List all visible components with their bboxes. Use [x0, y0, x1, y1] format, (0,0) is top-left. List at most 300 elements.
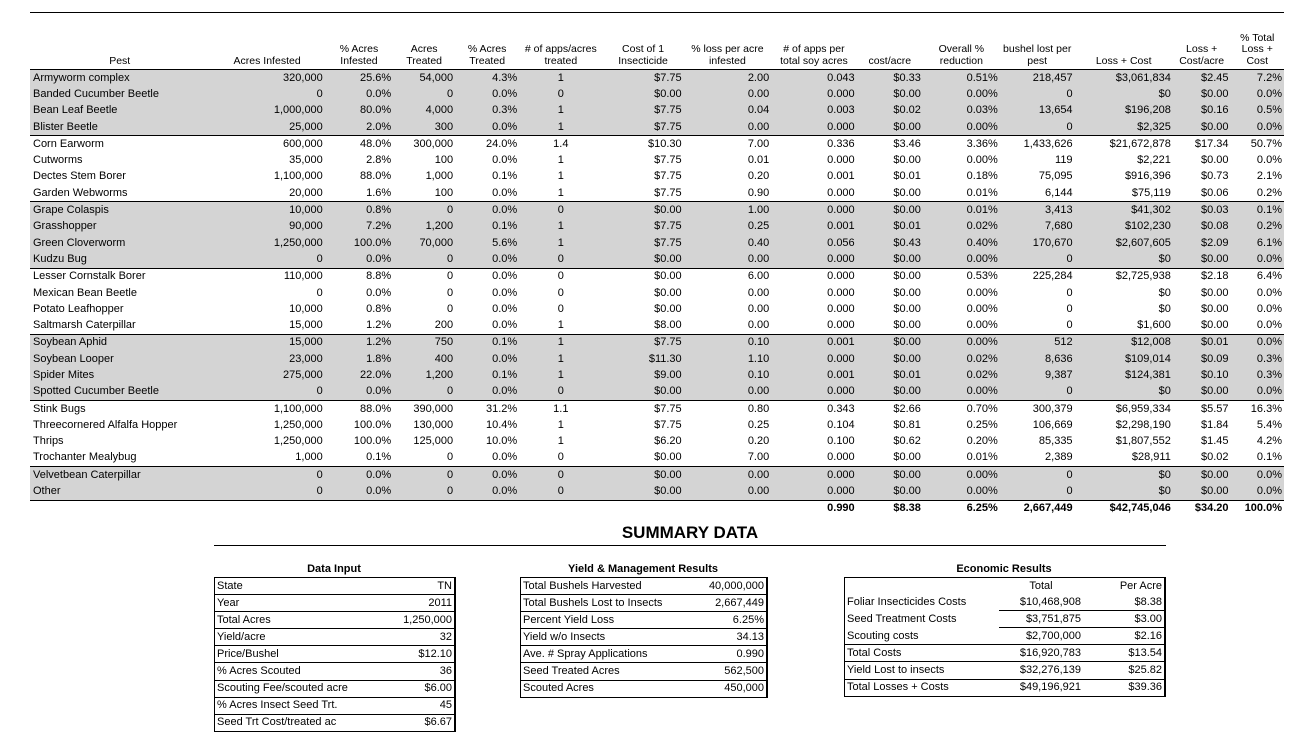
table-cell: 512 — [1000, 334, 1075, 351]
economic-label: Foliar Insecticides Costs — [847, 595, 967, 608]
table-cell: $0 — [1075, 483, 1173, 500]
table-cell: 0.00% — [966, 302, 998, 315]
table-cell: 0.90 — [747, 186, 770, 199]
table-cell: 0.0% — [455, 351, 519, 367]
table-cell: $0.00 — [602, 202, 683, 219]
table-cell: 1,433,626 — [1000, 136, 1075, 153]
table-cell: $0.01 — [893, 170, 921, 183]
table-cell: 2.1% — [1256, 170, 1282, 183]
table-cell: $7.75 — [654, 154, 682, 167]
table-body — [30, 70, 1284, 518]
table-cell: $6.20 — [654, 435, 682, 448]
table-cell: 0.0% — [1256, 154, 1282, 167]
yield-value: 562,500 — [694, 663, 766, 680]
pest-name-cell: Bean Leaf Beetle — [30, 103, 209, 119]
table-cell: 0.00 — [684, 384, 772, 401]
table-cell: $0.08 — [1173, 219, 1231, 235]
table-cell: 0 — [446, 286, 454, 299]
table-cell: 0.00% — [923, 384, 1000, 401]
yield-value: 40,000,000 — [694, 578, 766, 595]
total-cell: $34.20 — [1173, 500, 1231, 517]
table-cell: 7.00 — [684, 136, 772, 153]
table-cell: $0.00 — [1200, 319, 1229, 332]
pest-name-cell: Stink Bugs — [30, 400, 209, 417]
table-cell: 0.25 — [747, 418, 770, 431]
column-header: Loss + Cost/acre — [1173, 13, 1231, 70]
table-cell: $2.18 — [1173, 268, 1231, 285]
table-cell: 0.001 — [771, 219, 856, 235]
table-cell: 4,000 — [393, 103, 455, 119]
table-row — [30, 450, 1284, 467]
table-cell: 0 — [557, 286, 564, 299]
table-cell: 0.043 — [771, 70, 856, 87]
table-cell: 0.0% — [455, 483, 519, 500]
table-cell: 0.0% — [325, 467, 393, 484]
table-header-row — [30, 13, 1284, 70]
table-cell: 0.53% — [923, 268, 1000, 285]
table-cell: $0.00 — [602, 384, 683, 401]
table-row — [30, 103, 1284, 119]
table-cell: 25,000 — [209, 119, 324, 136]
table-cell: 13,654 — [1000, 103, 1075, 119]
table-cell: $0.62 — [893, 435, 921, 448]
table-cell: 0 — [393, 202, 455, 219]
table-cell: 0 — [1000, 119, 1075, 136]
economic-row — [845, 594, 1165, 611]
yield-label: Percent Yield Loss — [521, 612, 694, 629]
table-cell: 0.00 — [747, 302, 770, 315]
table-cell: $1.84 — [1200, 418, 1229, 431]
table-cell: 100.0% — [353, 418, 392, 431]
table-cell: 0.0% — [455, 384, 519, 401]
data-input-label: Scouting Fee/scouted acre — [215, 680, 387, 697]
table-cell: $28,911 — [1131, 451, 1171, 464]
table-cell: 0.25% — [966, 418, 998, 431]
data-input-label: % Acres Insect Seed Trt. — [215, 697, 387, 714]
table-cell: 0.00% — [923, 467, 1000, 484]
table-cell: 0.000 — [827, 451, 855, 464]
table-cell: 10,000 — [209, 202, 324, 219]
table-cell: $0.43 — [857, 235, 923, 251]
table-cell: 0 — [519, 483, 602, 500]
table-cell: 1 — [519, 103, 602, 119]
yield-value: 450,000 — [694, 680, 766, 697]
table-cell: 600,000 — [209, 136, 324, 153]
economic-per-acre: $13.54 — [1083, 645, 1165, 662]
table-cell: 200 — [434, 319, 454, 332]
table-cell: 0.25 — [684, 219, 772, 235]
table-row — [30, 119, 1284, 136]
table-cell: 1,250,000 — [273, 435, 323, 448]
empty-cell — [602, 500, 683, 517]
table-cell: 1 — [519, 351, 602, 367]
table-row — [30, 70, 1284, 87]
economic-total: $2,700,000 — [999, 628, 1083, 645]
table-cell: 0.80 — [684, 400, 772, 417]
table-row — [30, 202, 1284, 219]
table-cell: 1 — [519, 334, 602, 351]
table-cell: 275,000 — [209, 367, 324, 383]
table-cell: $41,302 — [1075, 202, 1173, 219]
table-cell: $7.75 — [602, 219, 683, 235]
table-cell: $0.00 — [1173, 483, 1231, 500]
table-cell: 0.00% — [923, 119, 1000, 136]
table-cell: $0.00 — [857, 467, 923, 484]
data-input-row — [215, 629, 455, 646]
table-row — [30, 317, 1284, 334]
pest-name-cell: Blister Beetle — [30, 119, 209, 136]
economic-per-acre: $2.16 — [1083, 628, 1165, 645]
table-cell: $0.00 — [893, 286, 921, 299]
table-cell: $0.00 — [857, 251, 923, 268]
table-cell: 1,250,000 — [209, 235, 324, 251]
pest-name-cell: Grape Colaspis — [30, 202, 209, 219]
pest-loss-table — [30, 12, 1284, 517]
column-header: # of apps/acres treated — [519, 13, 602, 70]
table-cell: $7.75 — [602, 103, 683, 119]
table-cell: 0.0% — [1256, 286, 1282, 299]
table-cell: $0.00 — [1173, 384, 1231, 401]
table-cell: 16.3% — [1231, 400, 1285, 417]
table-cell: 0.00% — [966, 154, 998, 167]
economic-results-panel — [844, 577, 1166, 697]
economic-row — [845, 662, 1165, 679]
table-cell: 0.0% — [1256, 302, 1282, 315]
table-cell: 54,000 — [393, 70, 455, 87]
table-cell: $5.57 — [1173, 400, 1231, 417]
table-cell: 0 — [316, 286, 323, 299]
table-cell: 0.5% — [1231, 103, 1285, 119]
table-cell: 0 — [1000, 384, 1075, 401]
column-header: % Total Loss + Cost — [1231, 13, 1285, 70]
table-cell: 0.2% — [1256, 186, 1282, 199]
table-cell: 10.4% — [485, 418, 518, 431]
table-cell: $2,325 — [1075, 119, 1173, 136]
table-cell: 22.0% — [325, 367, 393, 383]
table-cell: 0.001 — [827, 170, 855, 183]
empty-cell — [393, 500, 455, 517]
table-cell: $21,672,878 — [1075, 136, 1173, 153]
table-cell: $916,396 — [1124, 170, 1171, 183]
table-cell: 10,000 — [289, 302, 323, 315]
yield-label: Total Bushels Lost to Insects — [521, 595, 694, 612]
pest-name-cell: Saltmarsh Caterpillar — [33, 319, 136, 332]
table-cell: $7.75 — [602, 400, 683, 417]
table-row — [30, 169, 1284, 185]
table-cell: 0.0% — [492, 286, 518, 299]
pest-name-cell: Mexican Bean Beetle — [33, 286, 137, 299]
table-cell: 0.000 — [771, 268, 856, 285]
table-cell: $109,014 — [1075, 351, 1173, 367]
table-cell: 0.0% — [1231, 384, 1285, 401]
table-cell: 1,100,000 — [209, 400, 324, 417]
table-cell: 0.0% — [455, 86, 519, 102]
table-cell: $196,208 — [1075, 103, 1173, 119]
column-header: # of apps per total soy acres — [771, 13, 856, 70]
table-cell: $0.00 — [893, 302, 921, 315]
economic-row — [845, 645, 1165, 662]
yield-label: Seed Treated Acres — [521, 663, 694, 680]
table-cell: 0.00% — [923, 86, 1000, 102]
table-cell: 0.000 — [771, 202, 856, 219]
empty-cell — [455, 500, 519, 517]
table-row — [30, 251, 1284, 268]
table-cell: $0.81 — [893, 418, 921, 431]
table-row — [30, 417, 1284, 433]
table-cell: 0.51% — [923, 70, 1000, 87]
total-cell: 100.0% — [1231, 500, 1285, 517]
table-cell: 0.100 — [827, 435, 855, 448]
table-cell: $0 — [1075, 467, 1173, 484]
table-cell: $0.00 — [1200, 302, 1229, 315]
table-cell: 1,250,000 — [273, 418, 323, 431]
table-cell: 0.10 — [684, 367, 772, 383]
empty-cell — [684, 500, 772, 517]
table-cell: 0.1% — [366, 451, 392, 464]
table-row — [30, 367, 1284, 383]
table-row — [30, 434, 1284, 450]
table-cell: 1,200 — [393, 367, 455, 383]
data-input-row — [215, 680, 455, 697]
table-cell: 90,000 — [209, 219, 324, 235]
table-cell: $11.30 — [602, 351, 683, 367]
table-cell: $8.00 — [654, 319, 682, 332]
table-row — [30, 285, 1284, 301]
table-cell: 0 — [393, 86, 455, 102]
table-row — [30, 185, 1284, 202]
pest-name-cell: Garden Webworms — [33, 186, 128, 199]
table-cell: 0.000 — [827, 286, 855, 299]
table-row — [30, 86, 1284, 102]
pest-loss-table-container — [30, 12, 1284, 517]
table-cell: 20,000 — [289, 186, 323, 199]
table-cell: 6,144 — [1045, 186, 1073, 199]
table-cell: 0.0% — [455, 251, 519, 268]
data-input-value: 2011 — [387, 595, 455, 612]
table-cell: 0 — [557, 302, 564, 315]
table-cell: 0.0% — [455, 268, 519, 285]
table-cell: 0 — [557, 451, 564, 464]
table-cell: 0.00% — [923, 483, 1000, 500]
table-cell: 2,389 — [1045, 451, 1073, 464]
table-cell: $0 — [1158, 286, 1171, 299]
economic-label: Total Costs — [845, 645, 999, 662]
table-cell: 1 — [557, 319, 564, 332]
table-cell: 35,000 — [289, 154, 323, 167]
yield-label: Total Bushels Harvested — [521, 578, 694, 595]
table-cell: 0 — [1000, 251, 1075, 268]
table-cell: $0.00 — [857, 119, 923, 136]
table-cell: 1.10 — [684, 351, 772, 367]
table-cell: $9.00 — [602, 367, 683, 383]
economic-label: Yield Lost to insects — [845, 662, 999, 679]
summary-title: SUMMARY DATA — [214, 522, 1166, 546]
table-cell: 0.01% — [966, 186, 998, 199]
table-cell: 0.000 — [771, 251, 856, 268]
table-cell: 0.0% — [325, 483, 393, 500]
table-cell: $0.00 — [602, 86, 683, 102]
pest-name-cell: Lesser Cornstalk Borer — [30, 268, 209, 285]
table-cell: $0.00 — [654, 286, 682, 299]
table-cell: 80.0% — [325, 103, 393, 119]
column-header: % Acres Infested — [325, 13, 393, 70]
table-cell: $7.75 — [654, 170, 682, 183]
table-cell: 0.0% — [492, 186, 518, 199]
table-cell: 5.6% — [455, 235, 519, 251]
data-input-panel — [214, 577, 456, 732]
table-cell: $0 — [1075, 384, 1173, 401]
table-cell: 0.40% — [923, 235, 1000, 251]
table-cell: $12,008 — [1075, 334, 1173, 351]
table-row — [30, 400, 1284, 417]
table-cell: 1.1 — [519, 400, 602, 417]
table-cell: 0.00% — [966, 286, 998, 299]
table-cell: 0.000 — [771, 467, 856, 484]
table-cell: 0 — [1066, 286, 1073, 299]
table-cell: $17.34 — [1173, 136, 1231, 153]
economic-row — [845, 628, 1165, 645]
totals-row — [30, 500, 1284, 517]
table-cell: $0.33 — [857, 70, 923, 87]
table-cell: 300,379 — [1000, 400, 1075, 417]
yield-row — [521, 612, 767, 629]
column-header: Acres Treated — [393, 13, 455, 70]
table-cell: 88.0% — [325, 400, 393, 417]
table-cell: $0.00 — [893, 319, 921, 332]
table-cell: $2.09 — [1173, 235, 1231, 251]
table-cell: $0.09 — [1173, 351, 1231, 367]
table-cell: $2.66 — [857, 400, 923, 417]
table-cell: 1 — [557, 435, 564, 448]
table-cell: $0.00 — [602, 268, 683, 285]
table-cell: $7.75 — [654, 186, 682, 199]
economic-results-title: Economic Results — [956, 563, 1052, 575]
table-cell: $0.00 — [1173, 119, 1231, 136]
table-cell: 0.02% — [923, 367, 1000, 383]
table-cell: 0.10 — [684, 334, 772, 351]
table-cell: 0.0% — [1231, 251, 1285, 268]
table-cell: 0 — [1000, 483, 1075, 500]
table-cell: $10.30 — [602, 136, 683, 153]
data-input-label: Yield/acre — [215, 629, 387, 646]
table-cell: $0.00 — [893, 186, 921, 199]
table-cell: 0.18% — [966, 170, 998, 183]
table-cell: 0.2% — [1231, 219, 1285, 235]
table-cell: 0 — [519, 202, 602, 219]
table-cell: 2.0% — [325, 119, 393, 136]
table-cell: 50.7% — [1231, 136, 1285, 153]
table-cell: 0.1% — [1256, 451, 1282, 464]
empty-cell — [519, 500, 602, 517]
table-cell: $0 — [1075, 86, 1173, 102]
economic-total-header: Total — [1029, 579, 1053, 592]
table-cell: 0.3% — [1231, 367, 1285, 383]
table-cell: 0.20 — [747, 170, 770, 183]
table-cell: 0.000 — [771, 384, 856, 401]
table-cell: 1 — [557, 170, 564, 183]
yield-label: Ave. # Spray Applications — [521, 646, 694, 663]
table-cell: 0.0% — [325, 384, 393, 401]
column-header: Acres Infested — [209, 13, 324, 70]
table-cell: 3.36% — [923, 136, 1000, 153]
data-input-value: $12.10 — [387, 646, 455, 663]
table-cell: 0 — [519, 384, 602, 401]
table-cell: 0.000 — [827, 154, 855, 167]
table-cell: 300,000 — [393, 136, 455, 153]
data-input-value: $6.00 — [387, 680, 455, 697]
table-cell: 0.02% — [923, 219, 1000, 235]
table-cell: 125,000 — [413, 435, 454, 448]
table-cell: $75,119 — [1131, 186, 1171, 199]
table-cell: 0.343 — [771, 400, 856, 417]
table-cell: $0.16 — [1173, 103, 1231, 119]
table-cell: $0.02 — [1200, 451, 1229, 464]
table-cell: 0.00% — [923, 251, 1000, 268]
pest-name-cell: Other — [30, 483, 209, 500]
table-cell: $0.00 — [893, 154, 921, 167]
data-input-value: TN — [387, 578, 455, 595]
table-cell: 6.4% — [1231, 268, 1285, 285]
table-cell: 1,000,000 — [209, 103, 324, 119]
table-cell: $0 — [1158, 302, 1171, 315]
table-cell: 0 — [393, 251, 455, 268]
data-input-label: State — [215, 578, 387, 595]
table-cell: 15,000 — [289, 319, 323, 332]
yield-row — [521, 595, 767, 612]
table-cell: 130,000 — [413, 418, 454, 431]
data-input-row — [215, 578, 455, 595]
yield-label: Scouted Acres — [523, 682, 594, 695]
table-cell: 0.3% — [1231, 351, 1285, 367]
table-cell: 0.1% — [455, 219, 519, 235]
table-cell: 0 — [209, 86, 324, 102]
yield-label: Yield w/o Insects — [521, 629, 694, 646]
table-cell: $0.02 — [857, 103, 923, 119]
table-cell: 110,000 — [209, 268, 324, 285]
table-cell: $0.73 — [1200, 170, 1229, 183]
table-cell: $0.00 — [1200, 154, 1229, 167]
table-cell: 0 — [519, 467, 602, 484]
table-cell: 0.000 — [771, 86, 856, 102]
table-cell: 170,670 — [1000, 235, 1075, 251]
column-header: Overall % reduction — [923, 13, 1000, 70]
data-input-row — [215, 646, 455, 663]
table-cell: 100 — [434, 154, 454, 167]
table-cell: 0 — [519, 86, 602, 102]
table-cell: 0.0% — [492, 302, 518, 315]
economic-label: Seed Treatment Costs — [847, 612, 957, 625]
table-cell: 0.104 — [827, 418, 855, 431]
table-cell: 0.0% — [492, 154, 518, 167]
pest-name-cell: Spotted Cucumber Beetle — [30, 384, 209, 401]
pest-name-cell: Potato Leafhopper — [33, 302, 124, 315]
table-cell: $2.45 — [1173, 70, 1231, 87]
pest-name-cell: Armyworm complex — [30, 70, 209, 87]
economic-per-acre: $39.36 — [1083, 679, 1165, 696]
table-cell: 0.1% — [455, 334, 519, 351]
table-cell: $1,807,552 — [1115, 435, 1171, 448]
total-cell: 6.25% — [923, 500, 1000, 517]
table-cell: 25.6% — [325, 70, 393, 87]
table-cell: $7.75 — [602, 235, 683, 251]
table-cell: 5.4% — [1256, 418, 1282, 431]
table-cell: 10.0% — [485, 435, 518, 448]
table-cell: 106,669 — [1032, 418, 1073, 431]
economic-row — [845, 611, 1165, 628]
table-cell: $0.00 — [1173, 467, 1231, 484]
yield-row — [521, 629, 767, 646]
empty-cell — [845, 578, 999, 594]
